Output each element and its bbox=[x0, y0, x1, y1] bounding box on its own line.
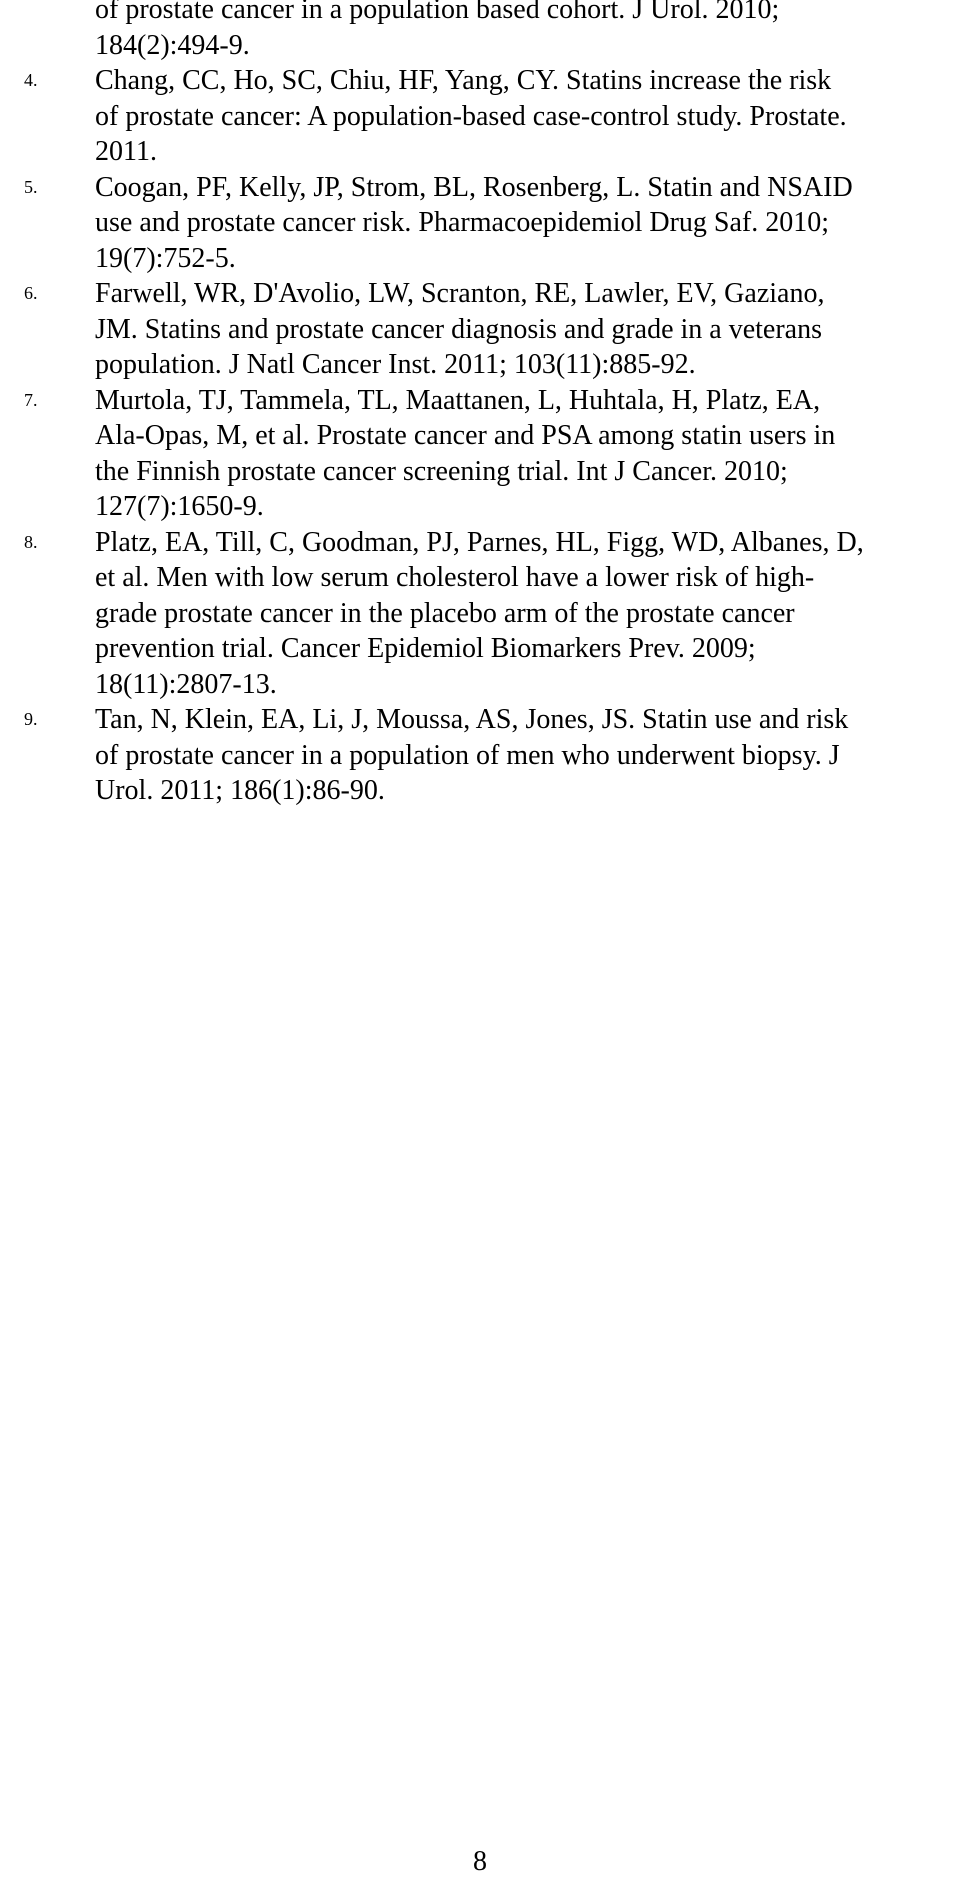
reference-line: of prostate cancer in a population of men who underwent biopsy. J bbox=[95, 739, 840, 771]
reference-line: 127(7):1650-9. bbox=[95, 491, 264, 522]
reference-item-8 bbox=[0, 525, 960, 703]
reference-number: 9. bbox=[24, 709, 38, 729]
reference-item-9 bbox=[0, 702, 960, 809]
reference-item-6 bbox=[0, 276, 960, 383]
reference-line: Chang, CC, Ho, SC, Chiu, HF, Yang, CY. Statins increase the risk bbox=[95, 65, 832, 96]
reference-number: 7. bbox=[24, 389, 38, 410]
reference-line: of prostate cancer: A population-based case-control study. Prostate. bbox=[95, 100, 847, 132]
reference-line: of prostate cancer in a population based cohort. J Urol. 2010; bbox=[95, 0, 780, 25]
reference-line: Urol. 2011; 186(1):86-90. bbox=[95, 775, 385, 806]
reference-line: use and prostate cancer risk. Pharmacoepidemiol Drug Saf. 2010; bbox=[95, 207, 830, 238]
reference-item-4 bbox=[0, 63, 960, 170]
reference-line: 18(11):2807-13. bbox=[95, 668, 277, 700]
reference-line: Coogan, PF, Kelly, JP, Strom, BL, Rosenberg, L. Statin and NSAID bbox=[95, 171, 853, 203]
reference-item-5 bbox=[0, 170, 960, 277]
reference-line: the Finnish prostate cancer screening trial. Int J Cancer. 2010; bbox=[95, 455, 788, 487]
reference-number: 4. bbox=[24, 70, 38, 90]
reference-line: 2011. bbox=[95, 136, 157, 167]
reference-line: population. J Natl Cancer Inst. 2011; 103(11):885-92. bbox=[95, 349, 696, 380]
reference-line: 19(7):752-5. bbox=[95, 242, 236, 274]
page-number: 8 bbox=[473, 1846, 487, 1877]
reference-line: 184(2):494-9. bbox=[95, 29, 250, 61]
reference-line: Farwell, WR, D'Avolio, LW, Scranton, RE, Lawler, EV, Gaziano, bbox=[95, 278, 825, 309]
reference-line: Ala-Opas, M, et al. Prostate cancer and PSA among statin users in bbox=[95, 420, 836, 451]
reference-list bbox=[0, 0, 960, 809]
reference-line: Murtola, TJ, Tammela, TL, Maattanen, L, Huhtala, H, Platz, EA, bbox=[95, 384, 821, 416]
reference-line: et al. Men with low serum cholesterol have a lower risk of high- bbox=[95, 562, 815, 593]
reference-line: JM. Statins and prostate cancer diagnosis and grade in a veterans bbox=[95, 313, 823, 345]
reference-number: 8. bbox=[24, 531, 38, 552]
reference-line: grade prostate cancer in the placebo arm of the prostate cancer bbox=[95, 597, 795, 629]
reference-line: prevention trial. Cancer Epidemiol Biomarkers Prev. 2009; bbox=[95, 633, 756, 664]
reference-item-7 bbox=[0, 383, 960, 525]
reference-line: Platz, EA, Till, C, Goodman, PJ, Parnes, HL, Figg, WD, Albanes, D, bbox=[95, 526, 864, 558]
reference-line: Tan, N, Klein, EA, Li, J, Moussa, AS, Jones, JS. Statin use and risk bbox=[95, 704, 849, 735]
reference-number: 6. bbox=[24, 283, 38, 303]
reference-item-continued bbox=[0, 0, 960, 63]
reference-number: 5. bbox=[24, 176, 38, 197]
